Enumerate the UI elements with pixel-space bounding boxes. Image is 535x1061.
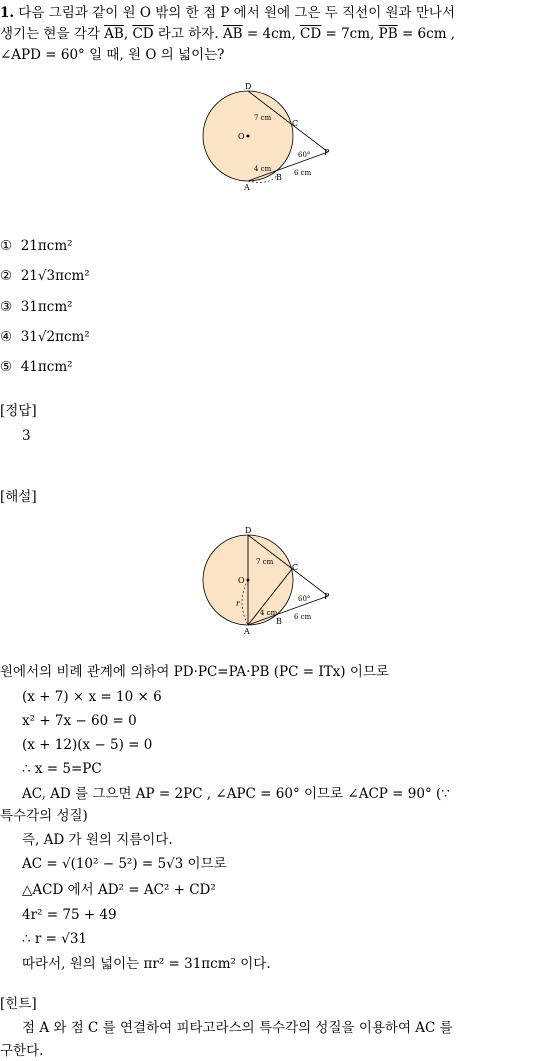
segment-cd: $\overline{CD}$	[132, 26, 154, 42]
choice-3[interactable]	[0, 298, 73, 316]
hint-heading: [힌트]	[0, 996, 37, 1012]
problem-line-1	[0, 4, 455, 22]
cd-length: = 7cm,	[321, 26, 379, 42]
segment-pb: $\overline{PB}$	[378, 26, 398, 42]
problem-line-2	[0, 25, 455, 43]
problem-text-2b: 라고 하자.	[153, 26, 223, 42]
label-o: O	[238, 576, 245, 585]
figure-1	[200, 82, 340, 192]
label-4cm: 4 cm	[254, 165, 272, 173]
choice-number: ③	[0, 299, 13, 315]
segment-ab-2: $\overline{AB}$	[222, 26, 243, 42]
comma: ,	[123, 26, 133, 42]
label-b: B	[276, 617, 282, 626]
label-4cm: 4 cm	[260, 609, 278, 617]
choice-text: 21πcm²	[20, 238, 73, 254]
center-point	[247, 135, 250, 138]
problem-number: 1.	[0, 5, 15, 21]
label-d: D	[245, 82, 252, 91]
choice-5[interactable]	[0, 358, 73, 376]
choice-number: ④	[0, 329, 13, 345]
choice-text: 31πcm²	[20, 299, 73, 315]
label-a: A	[244, 627, 250, 636]
label-a: A	[244, 183, 250, 192]
solution-line-6: △ACD 에서 AD² = AC² + CD²	[22, 882, 216, 898]
label-7cm: 7 cm	[254, 114, 272, 122]
label-p: P	[324, 592, 330, 601]
label-6cm: 6 cm	[294, 169, 312, 177]
solution-heading: [해설]	[0, 489, 37, 505]
segment-ab: $\overline{AB}$	[104, 26, 124, 42]
choice-2[interactable]	[0, 267, 90, 285]
label-60deg: 60°	[298, 151, 311, 159]
label-6cm: 6 cm	[294, 613, 312, 621]
choice-4[interactable]	[0, 328, 90, 346]
label-c: C	[292, 119, 299, 128]
label-60deg: 60°	[298, 595, 311, 603]
answer-heading: [정답]	[0, 403, 37, 419]
choice-text: 21√3πcm²	[20, 268, 90, 284]
figure-2	[200, 522, 340, 640]
solution-line-1: 원에서의 비례 관계에 의하여 PD·PC=PA·PB (PC = ITx) 이므로	[0, 664, 389, 680]
label-p: P	[324, 148, 330, 157]
choice-text: 41πcm²	[20, 359, 73, 375]
solution-eq-1: (x + 7) × x = 10 × 6	[22, 689, 162, 705]
solution-eq-2: x² + 7x − 60 = 0	[22, 713, 137, 729]
label-c: C	[292, 563, 299, 572]
label-b: B	[276, 173, 282, 182]
problem-line-3: ∠APD = 60° 일 때, 원 O 의 넓이는?	[0, 47, 225, 63]
hint-line-2: 구한다.	[0, 1043, 44, 1059]
hint-line-1: 점 A 와 점 C 를 연결하여 피타고라스의 특수각의 성질을 이용하여 AC 를	[22, 1020, 453, 1036]
solution-line-7: 4r² = 75 + 49	[22, 907, 117, 923]
solution-line-3: 특수각의 성질)	[0, 808, 88, 824]
label-o: O	[238, 132, 245, 141]
solution-line-5: AC = √(10² − 5²) = 5√3 이므로	[22, 856, 227, 872]
label-d: D	[245, 526, 252, 535]
segment-cd-2: $\overline{CD}$	[300, 26, 322, 42]
label-7cm: 7 cm	[256, 558, 274, 566]
choice-number: ①	[0, 238, 13, 254]
choice-1[interactable]	[0, 237, 73, 255]
problem-text-2a: 생기는 현을 각각	[0, 26, 105, 42]
pb-length: = 6cm ,	[397, 26, 456, 42]
solution-line-9: 따라서, 원의 넓이는 πr² = 31πcm² 이다.	[22, 956, 271, 972]
choice-number: ⑤	[0, 359, 13, 375]
answer-value: 3	[22, 428, 31, 444]
choice-number: ②	[0, 268, 13, 284]
problem-text-1: 다음 그림과 같이 원 O 밖의 한 점 P 에서 원에 그은 두 직선이 원과 만나서	[18, 5, 456, 21]
ab-length: = 4cm,	[242, 26, 301, 42]
solution-line-8: ∴ r = √31	[22, 931, 88, 947]
solution-eq-4: ∴ x = 5=PC	[22, 761, 102, 777]
solution-line-4: 즉, AD 가 원의 지름이다.	[22, 832, 173, 848]
solution-line-2: AC, AD 를 그으면 AP = 2PC , ∠APC = 60° 이므로 ∠ACP = 90° (∵	[22, 786, 450, 802]
label-r: r	[236, 599, 240, 608]
solution-eq-3: (x + 12)(x − 5) = 0	[22, 737, 153, 753]
choice-text: 31√2πcm²	[20, 329, 90, 345]
